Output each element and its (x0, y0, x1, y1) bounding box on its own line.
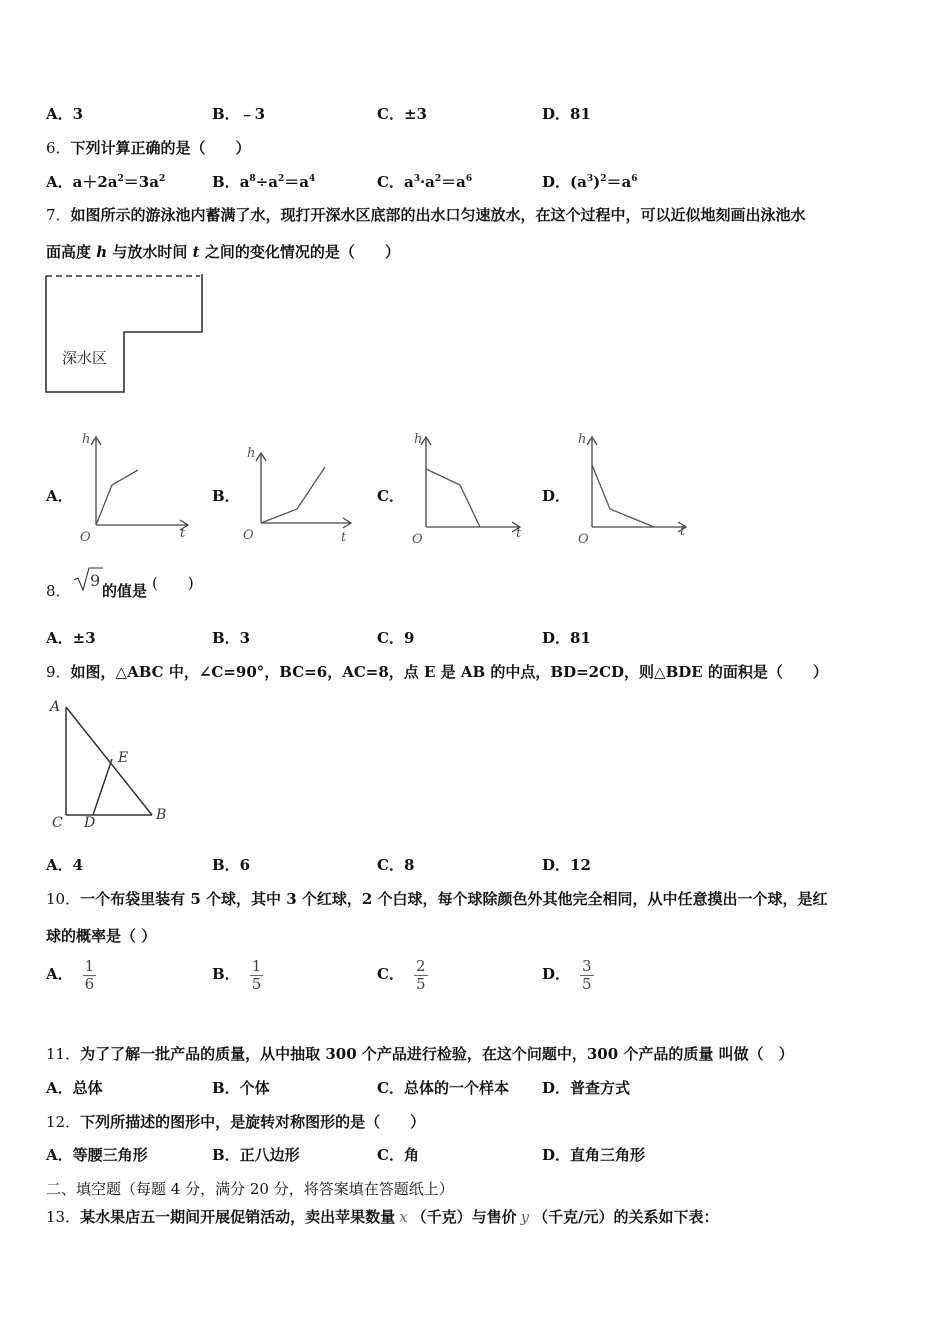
q7-graph-c (400, 425, 530, 545)
q7-option-c-label: C． (377, 487, 404, 505)
var-y: y (520, 1208, 530, 1226)
q7-graph-a (70, 425, 200, 545)
q11-number: 11． (46, 1045, 81, 1063)
q6-option-a: A．$a+2a^2=3a^2$ (46, 173, 166, 191)
q10-option-d: D． $\frac{3}{5}$ (542, 957, 592, 993)
svg-text:A: A (50, 699, 61, 715)
q11-stem: 11．为了了解一批产品的质量，从中抽取 300 个产品进行检验，在这个问题中，300 个产品的质量 叫做（ ） (46, 1045, 794, 1063)
sqrt-symbol (72, 566, 104, 592)
q5-option-c: C．±3 (377, 105, 427, 123)
svg-text:t: t (516, 526, 522, 541)
q8-option-b: B．3 (212, 629, 251, 647)
svg-text:h: h (578, 432, 587, 447)
q7-graph-d (566, 425, 696, 545)
q8-number: 8． (46, 582, 71, 600)
q5-option-b: B．﹣3 (212, 105, 266, 123)
q6-option-c: C．$a^3\cdot a^2=a^6$ (377, 173, 473, 191)
q8-option-c: C．9 (377, 629, 415, 647)
q9-option-c: C．8 (377, 856, 415, 874)
q10-stem-line1: 10．一个布袋里装有 5 个球，其中 3 个红球，2 个白球，每个球除颜色外其他完全相同，从中任意摸出一个球，是红 (46, 890, 828, 908)
svg-text:O: O (243, 528, 254, 543)
svg-text:t: t (341, 530, 347, 545)
svg-text:D: D (84, 815, 96, 831)
q7-stem-line1: 7．如图所示的游泳池内蓄满了水，现打开深水区底部的出水口匀速放水，在这个过程中，可以近似地刻画出泳池水 (46, 206, 806, 224)
q7-stem-line2: 面高度 h 与放水时间 t 之间的变化情况的是（ ） (46, 243, 400, 261)
svg-text:h: h (414, 432, 423, 447)
q5-option-a: A．3 (46, 105, 84, 123)
q6-number: 6． (46, 139, 71, 157)
q7-graph-b (235, 435, 365, 550)
svg-text:h: h (247, 446, 256, 461)
var-x: x (399, 1208, 408, 1226)
var-t: t (192, 243, 200, 261)
svg-text:C: C (52, 815, 63, 831)
q12-option-a: A．等腰三角形 (46, 1146, 148, 1164)
q8-paren: ( ) (152, 574, 194, 592)
svg-text:h: h (82, 432, 91, 447)
section-2-heading: 二、填空题（每题 4 分，满分 20 分，将答案填在答题纸上） (46, 1180, 454, 1198)
q13-stem: 13．某水果店五一期间开展促销活动，卖出苹果数量 x （千克）与售价 y （千克/元）的关系如下表： (46, 1208, 719, 1226)
pool-label: 深水区 (62, 349, 108, 367)
q9-option-b: B．6 (212, 856, 251, 874)
q7-option-a-label: A． (46, 487, 73, 505)
q12-option-c: C．角 (377, 1146, 419, 1164)
svg-text:O: O (578, 532, 589, 545)
q8-option-a: A．±3 (46, 629, 96, 647)
triangle-figure (46, 695, 181, 835)
q12-option-d: D．直角三角形 (542, 1146, 646, 1164)
svg-text:O: O (412, 532, 423, 545)
q9-option-d: D．12 (542, 856, 591, 874)
q8-option-d: D．81 (542, 629, 591, 647)
q11-option-d: D．普查方式 (542, 1079, 631, 1097)
q12-stem: 12．下列所描述的图形中，是旋转对称图形的是（ ） (46, 1113, 426, 1131)
q10-number: 10． (46, 890, 81, 908)
q9-number: 9． (46, 663, 71, 681)
q10-option-c: C． $\frac{2}{5}$ (377, 957, 426, 993)
svg-text:B: B (156, 807, 167, 823)
svg-text:t: t (680, 524, 686, 539)
q6-option-d: D．$(a^3)^2=a^6$ (542, 173, 638, 191)
svg-text:O: O (80, 530, 91, 545)
q11-option-b: B．个体 (212, 1079, 270, 1097)
pool-figure (40, 268, 210, 398)
q8-stem (46, 580, 71, 601)
q11-option-c: C．总体的一个样本 (377, 1079, 509, 1097)
var-h: h (96, 243, 108, 261)
q10-option-a: A． $\frac{1}{6}$ (46, 957, 95, 993)
q7-number: 7． (46, 206, 71, 224)
svg-text:E: E (118, 750, 129, 766)
q10-stem-line2: 球的概率是（ ） (46, 927, 157, 945)
q6-stem (46, 137, 251, 158)
q12-number: 12． (46, 1113, 81, 1131)
q7-option-b-label: B． (212, 487, 240, 505)
svg-text:t: t (180, 526, 186, 541)
q9-option-a: A．4 (46, 856, 84, 874)
q10-option-b: B． $\frac{1}{5}$ (212, 957, 262, 993)
q12-option-b: B．正八边形 (212, 1146, 300, 1164)
q11-option-a: A．总体 (46, 1079, 103, 1097)
q5-option-d: D．81 (542, 105, 591, 123)
q7-option-d-label: D． (542, 487, 571, 505)
q13-number: 13． (46, 1208, 81, 1226)
q9-stem: 9．如图，△ABC 中，∠C=90°，BC=6，AC=8，点 E 是 AB 的中点，BD=2CD，则△BDE 的面积是（ ） (46, 663, 828, 681)
q8-text: 的值是 (102, 582, 148, 600)
q6-text: 下列计算正确的是（ ） (70, 139, 251, 157)
svg-text:9: 9 (90, 571, 101, 590)
q6-option-b: B．$a^8\div a^2=a^4$ (212, 173, 316, 191)
